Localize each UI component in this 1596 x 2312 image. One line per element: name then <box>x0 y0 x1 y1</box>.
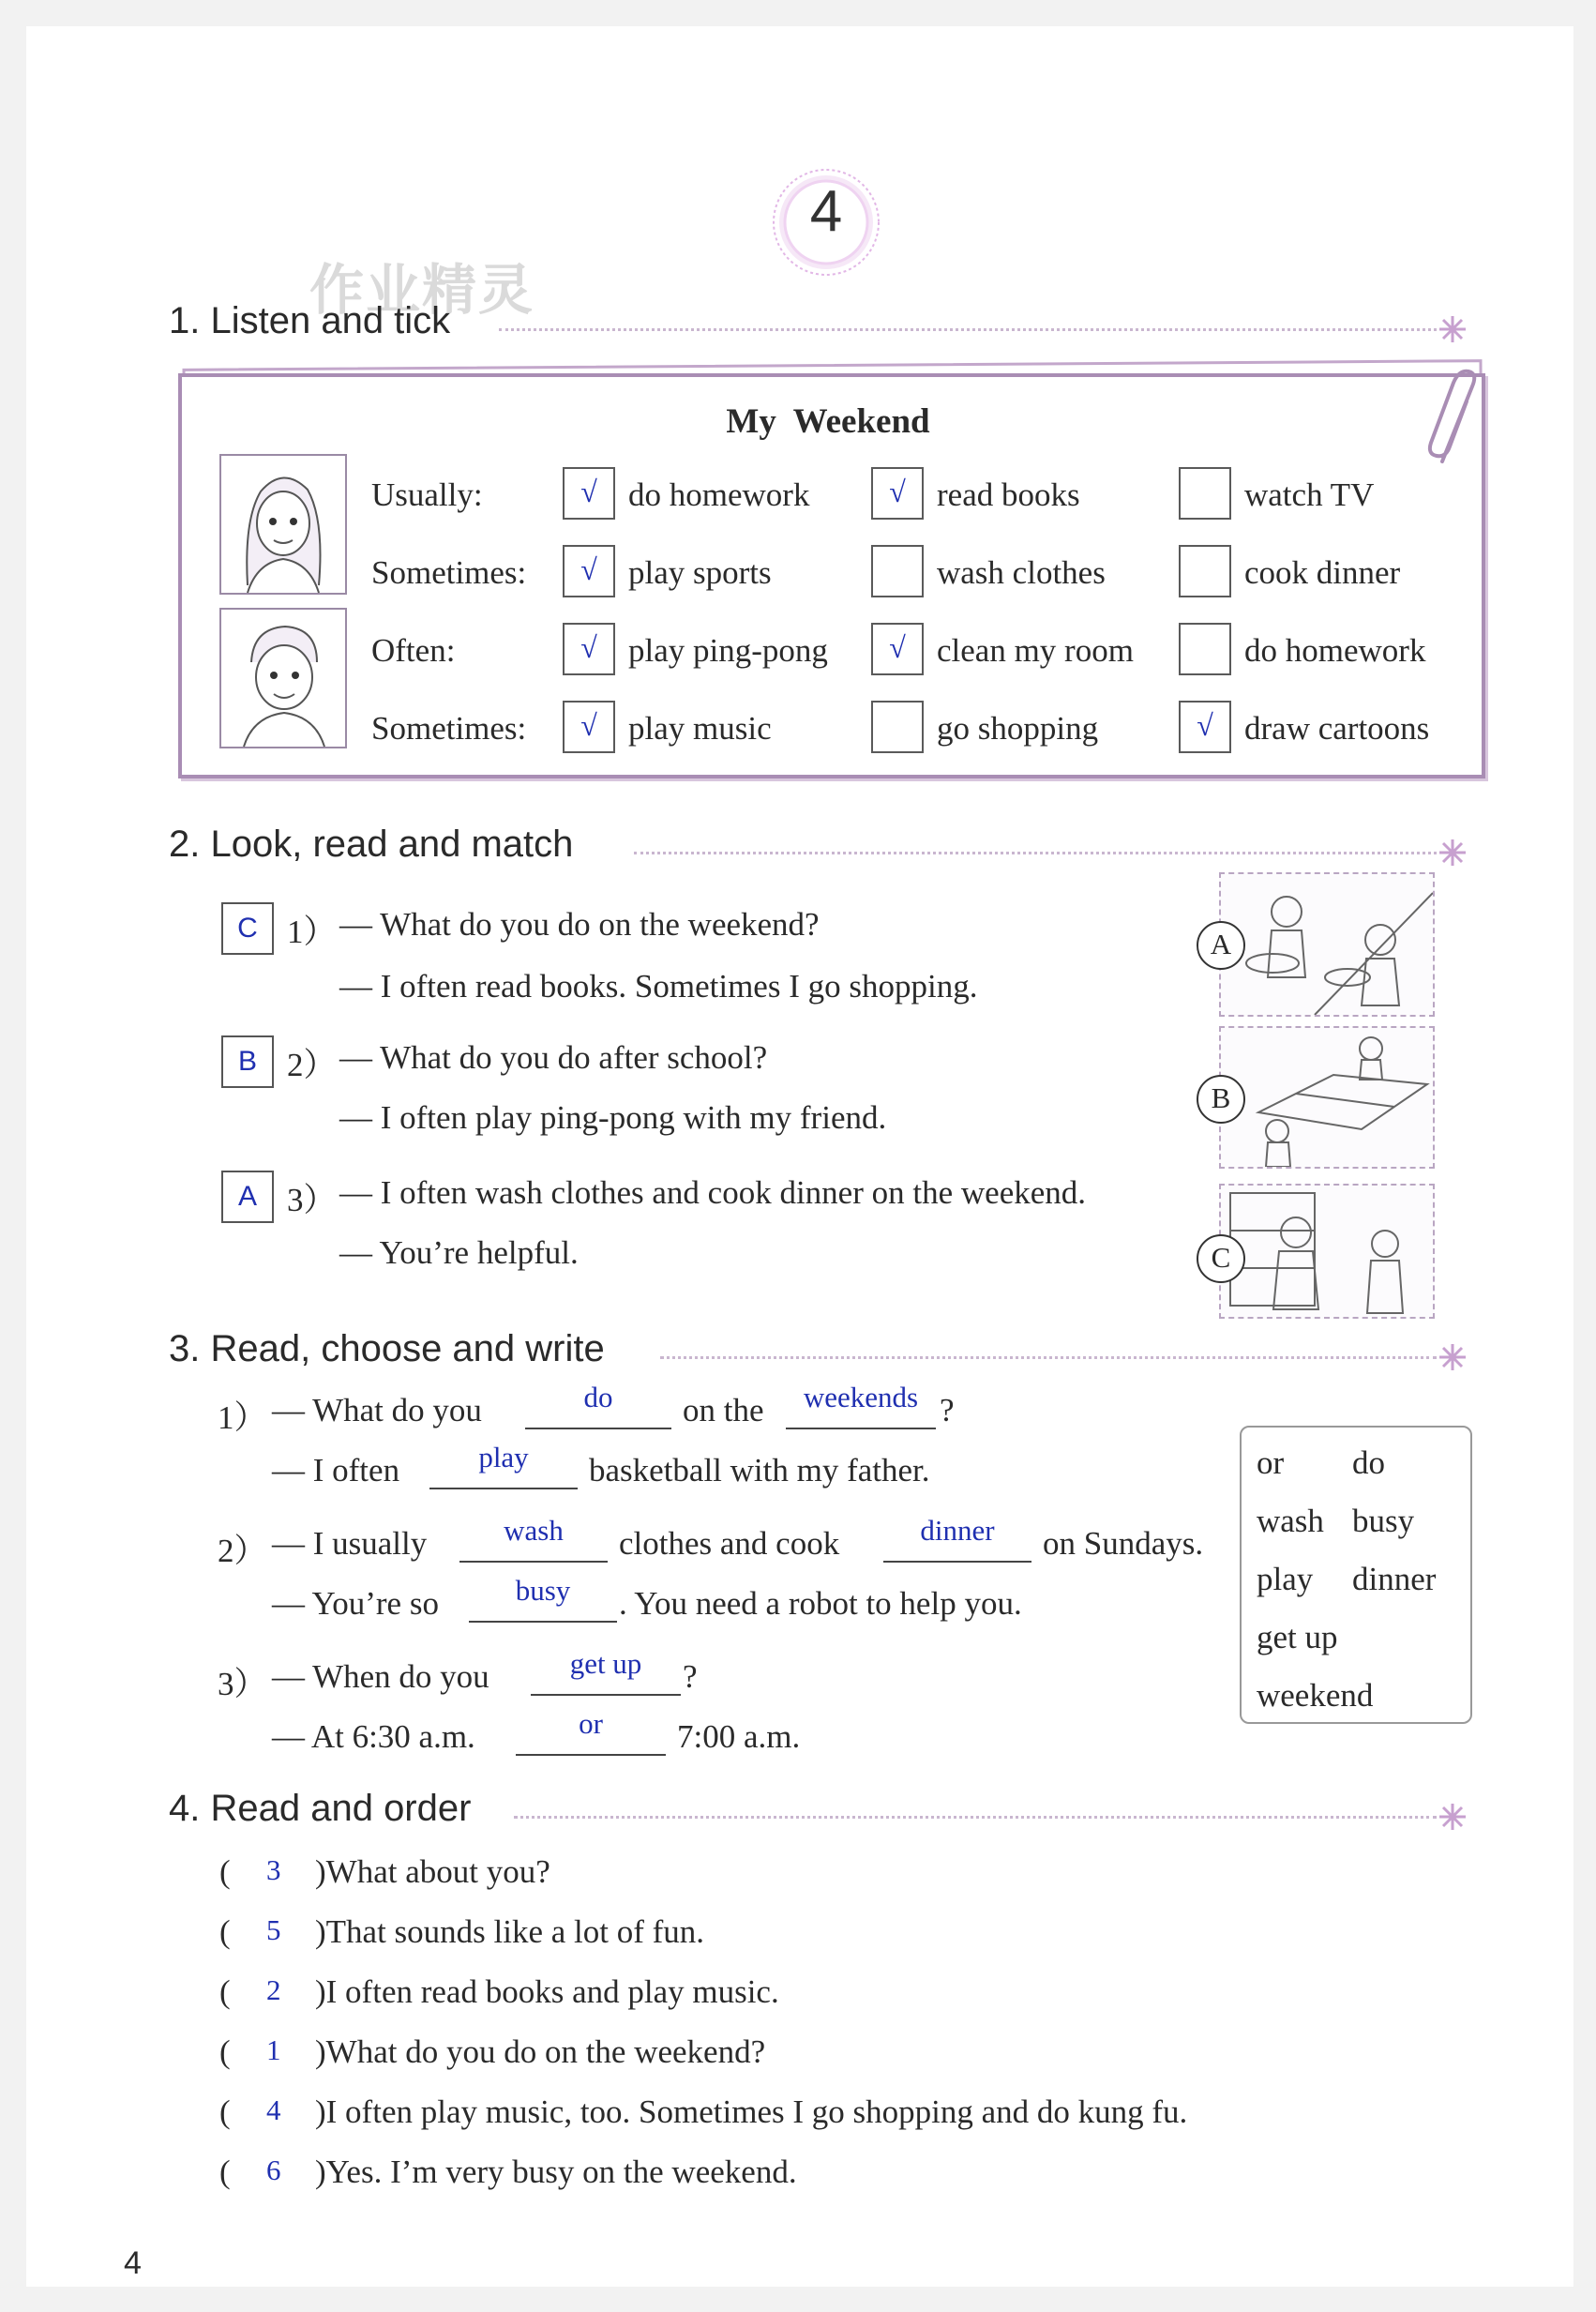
fill-blank[interactable]: dinner <box>883 1519 1031 1563</box>
open-paren: ( <box>219 1973 231 2010</box>
section4-title: 4. Read and order <box>169 1788 472 1829</box>
word-bank-word: busy <box>1352 1503 1415 1539</box>
activity-label: cook dinner <box>1244 554 1401 591</box>
item-number: 2） <box>287 1047 337 1083</box>
order-number[interactable]: 4 <box>266 2093 281 2126</box>
activity-label: play ping-pong <box>628 632 828 669</box>
sentence-part: — You’re so <box>272 1585 439 1622</box>
tick-box[interactable]: √ <box>563 545 615 597</box>
activity-label: read books <box>937 476 1080 513</box>
activity-label: draw cartoons <box>1244 710 1430 747</box>
item-number: 1） <box>287 914 337 950</box>
section3-title: 3. Read, choose and write <box>169 1328 605 1369</box>
word-bank-word: play <box>1257 1561 1314 1597</box>
sentence-part: basketball with my father. <box>589 1452 930 1488</box>
row-label: Usually: <box>371 476 483 513</box>
word-bank-word: get up <box>1257 1619 1338 1655</box>
tick-box[interactable] <box>1179 623 1231 675</box>
order-sentence: )I often read books and play music. <box>315 1973 779 2010</box>
order-sentence: )What about you? <box>315 1853 550 1890</box>
match-answer-box[interactable]: C <box>221 902 274 955</box>
item-number: 3） <box>218 1666 267 1702</box>
sentence-part: clothes and cook <box>619 1525 840 1562</box>
tick-box[interactable]: √ <box>563 467 615 520</box>
match-answer-box[interactable]: B <box>221 1035 274 1088</box>
item-number: 2） <box>218 1533 267 1569</box>
card-title: My Weekend <box>726 402 930 441</box>
order-number[interactable]: 1 <box>266 2033 281 2066</box>
order-sentence: )Yes. I’m very busy on the weekend. <box>315 2153 797 2190</box>
row-label: Often: <box>371 632 456 669</box>
row-label: Sometimes: <box>371 554 527 591</box>
sentence-part: — I usually <box>272 1525 428 1562</box>
tick-box[interactable] <box>871 701 924 753</box>
order-number[interactable]: 6 <box>266 2153 281 2186</box>
order-sentence: )That sounds like a lot of fun. <box>315 1913 705 1950</box>
activity-label: watch TV <box>1244 476 1375 513</box>
fill-blank[interactable]: or <box>516 1713 666 1756</box>
section2-title: 2. Look, read and match <box>169 824 574 865</box>
sentence-part: on Sundays. <box>1043 1525 1204 1562</box>
flower-icon <box>1437 1341 1468 1373</box>
tick-box[interactable] <box>871 545 924 597</box>
word-bank-word: dinner <box>1352 1561 1437 1597</box>
order-number[interactable]: 5 <box>266 1913 281 1946</box>
page-number: 4 <box>124 2245 142 2281</box>
activity-label: play music <box>628 710 772 747</box>
girl-portrait <box>219 454 347 595</box>
item-number: 1） <box>218 1399 267 1436</box>
word-bank-word: or <box>1257 1444 1285 1481</box>
tick-box[interactable]: √ <box>563 623 615 675</box>
open-paren: ( <box>219 2093 231 2130</box>
open-paren: ( <box>219 1913 231 1950</box>
open-paren: ( <box>219 1853 231 1890</box>
fill-blank[interactable]: wash <box>459 1519 608 1563</box>
fill-blank[interactable]: weekends <box>786 1386 936 1429</box>
picture-label: B <box>1197 1075 1245 1124</box>
activity-label: clean my room <box>937 632 1134 669</box>
picture-b <box>1219 1026 1435 1169</box>
flower-icon <box>1437 1801 1468 1833</box>
flower-icon <box>1437 837 1468 869</box>
activity-label: play sports <box>628 554 772 591</box>
picture-label: C <box>1197 1234 1245 1283</box>
activity-label: do homework <box>1244 632 1426 669</box>
answer-text: — You’re helpful. <box>339 1234 579 1271</box>
activity-label: go shopping <box>937 710 1099 747</box>
order-sentence: )What do you do on the weekend? <box>315 2033 766 2070</box>
tick-box[interactable] <box>1179 467 1231 520</box>
question-text: — I often wash clothes and cook dinner on the weekend. <box>339 1174 1087 1211</box>
sentence-part: — I often <box>272 1452 400 1488</box>
tick-box[interactable] <box>1179 545 1231 597</box>
picture-c <box>1219 1184 1435 1319</box>
sentence-part: 7:00 a.m. <box>677 1718 801 1755</box>
picture-a <box>1219 872 1435 1017</box>
activity-label: do homework <box>628 476 810 513</box>
section2-rule <box>634 852 1437 854</box>
activity-label: wash clothes <box>937 554 1106 591</box>
sentence-part: on the <box>683 1392 764 1428</box>
fill-blank[interactable]: get up <box>531 1653 681 1696</box>
watermark: 作业精灵 <box>309 260 535 321</box>
open-paren: ( <box>219 2153 231 2190</box>
picture-label: A <box>1197 921 1245 970</box>
section3-rule <box>660 1356 1437 1359</box>
fill-blank[interactable]: busy <box>469 1579 617 1623</box>
open-paren: ( <box>219 2033 231 2070</box>
item-number: 3） <box>287 1182 337 1218</box>
order-sentence: )I often play music, too. Sometimes I go shopping and do kung fu. <box>315 2093 1188 2130</box>
section1-rule <box>499 328 1437 331</box>
sentence-part: — When do you <box>272 1658 489 1695</box>
word-bank-word: do <box>1352 1444 1385 1481</box>
order-number[interactable]: 2 <box>266 1973 281 2006</box>
boy-portrait <box>219 608 347 748</box>
fill-blank[interactable]: do <box>525 1386 671 1429</box>
word-bank-word: weekend <box>1257 1677 1374 1714</box>
order-number[interactable]: 3 <box>266 1853 281 1886</box>
tick-box[interactable]: √ <box>563 701 615 753</box>
fill-blank[interactable]: play <box>429 1446 578 1489</box>
section4-rule <box>514 1816 1437 1819</box>
answer-text: — I often play ping-pong with my friend. <box>339 1099 887 1136</box>
question-text: — What do you do after school? <box>339 1039 768 1076</box>
sentence-part: ? <box>683 1658 698 1695</box>
tick-box[interactable]: √ <box>871 467 924 520</box>
sentence-part: — At 6:30 a.m. <box>272 1718 475 1755</box>
word-bank-word: wash <box>1257 1503 1324 1539</box>
sentence-part: ? <box>940 1392 955 1428</box>
answer-text: — I often read books. Sometimes I go shopping. <box>339 968 978 1005</box>
sentence-part: — What do you <box>272 1392 482 1428</box>
unit-number: 4 <box>809 179 843 244</box>
sentence-part: . You need a robot to help you. <box>619 1585 1022 1622</box>
question-text: — What do you do on the weekend? <box>339 906 820 943</box>
flower-icon <box>1437 313 1468 345</box>
section1-title: 1. Listen and tick <box>169 300 451 341</box>
row-label: Sometimes: <box>371 710 527 747</box>
tick-box[interactable]: √ <box>871 623 924 675</box>
match-answer-box[interactable]: A <box>221 1171 274 1223</box>
tick-box[interactable]: √ <box>1179 701 1231 753</box>
